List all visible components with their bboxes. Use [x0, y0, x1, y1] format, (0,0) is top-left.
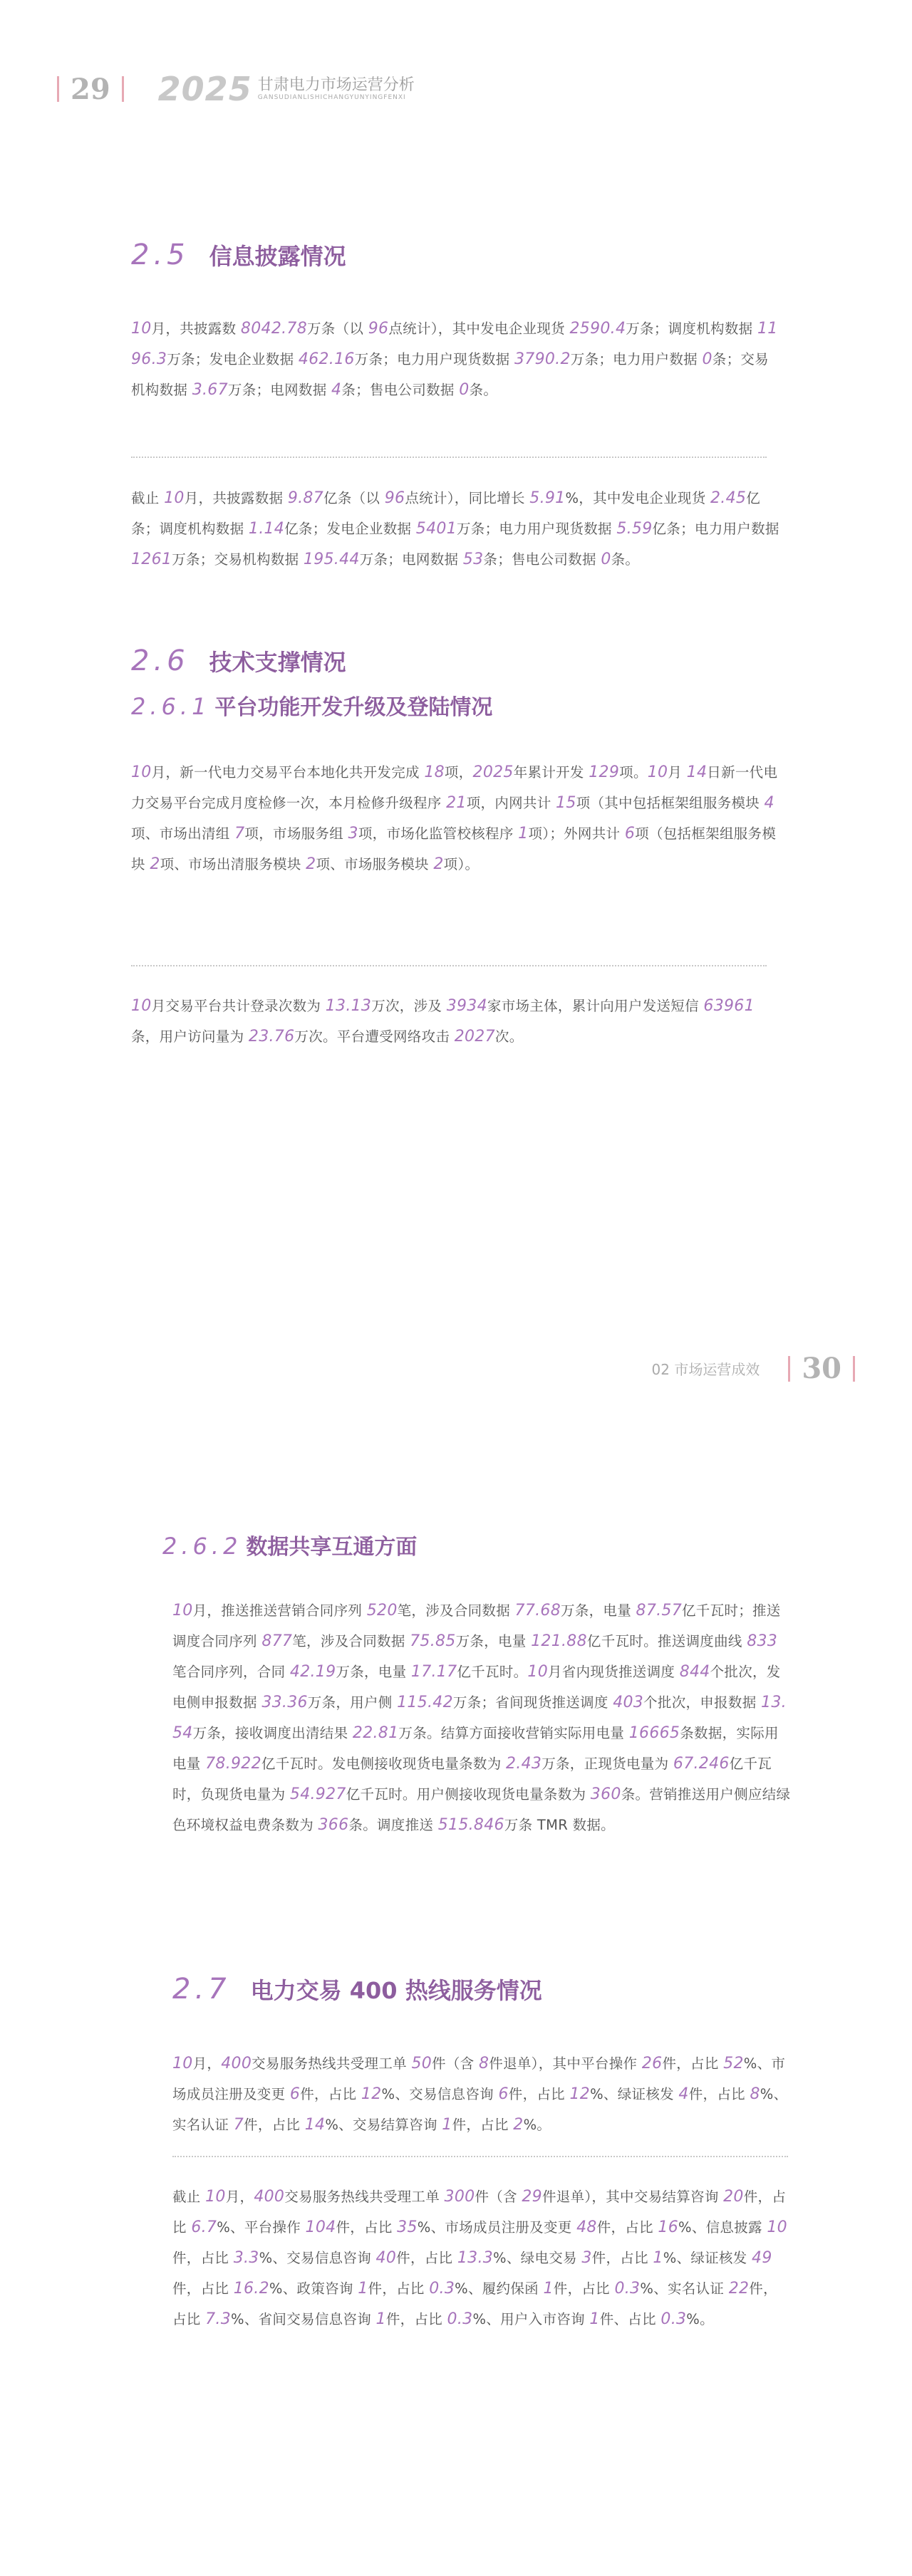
- value-figure: 33.36: [261, 1694, 308, 1711]
- chapter-label: 02 市场运营成效: [651, 1361, 760, 1378]
- value-figure: 877: [261, 1632, 293, 1650]
- header-bar-right: [853, 1356, 855, 1382]
- text-segment: 亿条（以: [323, 490, 385, 506]
- value-figure: 2590.4: [569, 320, 626, 338]
- section-number: 2.6: [131, 645, 190, 677]
- value-figure: 9.87: [287, 489, 324, 507]
- value-figure: 1261: [131, 551, 172, 568]
- text-segment: 条；售电公司数据: [341, 382, 460, 398]
- text-segment: 件，占比: [300, 2086, 361, 2102]
- text-segment: 件，占比: [452, 2117, 514, 2133]
- value-figure: 12: [569, 2085, 591, 2103]
- text-segment: 项）；外网共计: [528, 825, 625, 842]
- text-segment: 项，市场化监管校核程序: [358, 825, 519, 842]
- text-segment: 件，占比: [172, 2250, 234, 2266]
- value-figure: 4: [331, 381, 342, 399]
- text-segment: 件，占比: [596, 2219, 658, 2236]
- value-figure: 53: [462, 551, 484, 568]
- value-figure: 52: [723, 2055, 744, 2072]
- paragraph-hotline-month: [172, 2048, 791, 2140]
- value-figure: 10: [647, 763, 668, 781]
- text-segment: %、用户入市咨询: [472, 2311, 590, 2327]
- text-segment: 万条；发电企业数据: [167, 351, 299, 367]
- text-segment: 条数据，实际用电量: [172, 1725, 779, 1772]
- text-segment: 项（其中包括框架组服务模块: [576, 795, 765, 811]
- value-figure: 3934: [446, 997, 487, 1015]
- divider: [131, 457, 767, 458]
- text-segment: 亿千瓦时；推送调度合同序列: [172, 1602, 781, 1649]
- value-figure: 3790.2: [514, 350, 571, 368]
- paragraph-disclosure-cumulative: [131, 483, 779, 575]
- text-segment: 交易服务热线共受理工单: [252, 2055, 412, 2072]
- text-segment: 件，占比: [172, 2280, 234, 2297]
- text-segment: 条，用户访问量为: [131, 1028, 249, 1045]
- value-figure: 7: [233, 2116, 244, 2134]
- report-year: 2025: [157, 70, 252, 108]
- value-figure: 22: [728, 2280, 750, 2298]
- paragraph-disclosure-month: [131, 313, 779, 405]
- value-figure: 366: [318, 1816, 349, 1834]
- section-2-6-heading: [131, 645, 346, 677]
- text-segment: 条。: [469, 382, 498, 398]
- value-figure: 23.76: [248, 1028, 295, 1045]
- text-segment: 笔，涉及合同数据: [292, 1633, 410, 1649]
- report-title: 甘肃电力市场运营分析: [257, 76, 415, 94]
- text-segment: 件，占比: [368, 2280, 430, 2297]
- value-figure: 21: [446, 794, 467, 812]
- text-segment: 万条 TMR 数据。: [504, 1817, 615, 1833]
- text-segment: 项、市场出清组: [131, 825, 235, 842]
- value-figure: 1: [589, 2310, 600, 2328]
- text-segment: 项，: [444, 764, 473, 781]
- text-segment: 万条。结算方面接收营销实际用电量: [398, 1725, 629, 1741]
- subsection-title: 平台功能开发升级及登陆情况: [214, 695, 493, 720]
- text-segment: %、政策咨询: [269, 2280, 358, 2297]
- value-figure: 1: [653, 2249, 663, 2267]
- page-30: [0, 1288, 912, 2576]
- value-figure: 12: [361, 2085, 382, 2103]
- text-segment: 个批次，申报数据: [643, 1694, 762, 1711]
- text-segment: 笔，涉及合同数据: [397, 1602, 515, 1619]
- value-figure: 0: [601, 551, 611, 568]
- text-segment: 件（含: [475, 2189, 522, 2205]
- text-segment: %、实名认证: [640, 2280, 729, 2297]
- value-figure: 10: [131, 997, 152, 1015]
- value-figure: 48: [576, 2218, 597, 2236]
- text-segment: 万次，涉及: [371, 998, 447, 1014]
- value-figure: 6: [498, 2085, 509, 2103]
- value-figure: 104: [305, 2218, 336, 2236]
- text-segment: 件，占比: [508, 2086, 570, 2102]
- text-segment: 亿千瓦时。用户侧接收现货电量条数为: [346, 1786, 591, 1803]
- text-segment: 万条；电网数据: [359, 551, 463, 568]
- value-figure: 1196.3: [131, 320, 778, 368]
- text-segment: %、平台操作: [217, 2219, 306, 2236]
- value-figure: 54.927: [289, 1785, 346, 1803]
- value-figure: 22.81: [352, 1724, 399, 1742]
- text-segment: 万条，正现货电量为: [542, 1756, 673, 1772]
- subsection-number: 2.6.1: [131, 693, 211, 720]
- value-figure: 195.44: [303, 551, 360, 568]
- value-figure: 6: [289, 2085, 301, 2103]
- text-segment: 条。: [611, 551, 640, 568]
- text-segment: 月，共披露数: [151, 320, 241, 337]
- text-segment: 亿千瓦时。发电侧接收现货电量条数为: [261, 1756, 506, 1772]
- text-segment: 项（包括框架组服务模块: [131, 825, 777, 872]
- text-segment: 项、市场出清服务模块: [160, 856, 306, 872]
- value-figure: 2: [513, 2116, 524, 2134]
- value-figure: 0.3: [429, 2280, 455, 2298]
- text-segment: 项、市场服务模块: [316, 856, 434, 872]
- value-figure: 10: [205, 2188, 226, 2206]
- value-figure: 75.85: [410, 1632, 456, 1650]
- value-figure: 14: [304, 2116, 326, 2134]
- header-bar-left: [57, 76, 59, 102]
- value-figure: 13.54: [172, 1694, 787, 1742]
- text-segment: 年累计开发: [513, 764, 589, 781]
- text-segment: %、交易结算咨询: [325, 2117, 442, 2133]
- value-figure: 16665: [628, 1724, 680, 1742]
- text-segment: 点统计），其中发电企业现货: [388, 320, 570, 337]
- value-figure: 29: [522, 2188, 542, 2206]
- value-figure: 844: [679, 1663, 710, 1681]
- value-figure: 2025: [472, 763, 514, 781]
- text-segment: 点统计），同比增长: [405, 490, 530, 506]
- text-segment: 件，占比: [385, 2311, 447, 2327]
- text-segment: 件、占比: [599, 2311, 661, 2327]
- value-figure: 6.7: [191, 2218, 217, 2236]
- value-figure: 16: [658, 2218, 678, 2236]
- page-header-30: [652, 1352, 855, 1385]
- text-segment: %，其中发电企业现货: [565, 490, 710, 506]
- value-figure: 67.246: [673, 1755, 730, 1773]
- section-2-7-heading: [172, 1973, 542, 2006]
- value-figure: 0: [702, 350, 712, 368]
- value-figure: 0.3: [660, 2310, 687, 2328]
- value-figure: 87.57: [636, 1602, 682, 1620]
- value-figure: 1: [543, 2280, 554, 2298]
- value-figure: 8042.78: [240, 320, 307, 338]
- value-figure: 18: [424, 763, 445, 781]
- text-segment: 条。调度推送: [348, 1817, 438, 1833]
- section-title: 电力交易 400 热线服务情况: [250, 1977, 542, 2004]
- value-figure: 833: [747, 1632, 778, 1650]
- text-segment: %、交易信息咨询: [259, 2250, 376, 2266]
- value-figure: 14: [686, 763, 708, 781]
- paragraph-platform-logins: [131, 991, 779, 1052]
- text-segment: 月，: [192, 2055, 222, 2072]
- text-segment: 项。: [619, 764, 648, 781]
- value-figure: 15: [556, 794, 576, 812]
- text-segment: %、市场成员注册及变更: [417, 2219, 577, 2236]
- value-figure: 17.17: [410, 1663, 457, 1681]
- value-figure: 49: [752, 2249, 772, 2267]
- text-segment: 截止: [172, 2189, 206, 2205]
- text-segment: %、市场成员注册及变更: [172, 2055, 786, 2102]
- value-figure: 42.19: [289, 1663, 336, 1681]
- text-segment: 亿条；调度机构数据: [131, 490, 760, 537]
- text-segment: 万条；电力用户现货数据: [354, 351, 514, 367]
- value-figure: 2: [433, 855, 444, 873]
- text-segment: 日新一代电力交易平台完成月度检修一次，本月检修升级程序: [131, 764, 778, 811]
- text-segment: 条。营销推送用户侧应结绿色环境权益电费条数为: [172, 1786, 791, 1833]
- value-figure: 35: [397, 2218, 418, 2236]
- value-figure: 2027: [454, 1028, 495, 1045]
- value-figure: 7: [234, 825, 245, 843]
- value-figure: 0: [459, 381, 470, 399]
- value-figure: 10: [767, 2218, 787, 2236]
- text-segment: 交易服务热线共受理工单: [284, 2189, 445, 2205]
- text-segment: 万条，接收调度出清结果: [192, 1725, 353, 1741]
- value-figure: 462.16: [298, 350, 355, 368]
- value-figure: 400: [254, 2188, 285, 2206]
- text-segment: 笔合同序列，合同: [172, 1664, 290, 1680]
- text-segment: 件，占比: [396, 2250, 457, 2266]
- page-number: 29: [71, 72, 110, 106]
- value-figure: 50: [411, 2055, 432, 2072]
- paragraph-hotline-cumulative: [172, 2181, 791, 2335]
- section-title: 信息披露情况: [209, 243, 346, 270]
- value-figure: 5401: [415, 520, 457, 538]
- value-figure: 4: [764, 794, 774, 812]
- text-segment: 件，占比: [336, 2219, 398, 2236]
- value-figure: 515.846: [437, 1816, 504, 1834]
- value-figure: 2.43: [506, 1755, 542, 1773]
- value-figure: 360: [590, 1785, 621, 1803]
- value-figure: 26: [641, 2055, 663, 2072]
- text-segment: 月: [668, 764, 687, 781]
- header-bar-left: [788, 1356, 790, 1382]
- text-segment: 万次。平台遭受网络攻击: [294, 1028, 455, 1045]
- value-figure: 3: [348, 825, 358, 843]
- value-figure: 5.59: [616, 520, 653, 538]
- text-segment: 万条；交易机构数据: [172, 551, 304, 568]
- section-2-5-heading: [131, 239, 346, 271]
- value-figure: 2: [150, 855, 160, 873]
- text-segment: 项，内网共计: [466, 795, 556, 811]
- value-figure: 4: [678, 2085, 689, 2103]
- value-figure: 3.67: [192, 381, 228, 399]
- value-figure: 78.922: [205, 1755, 261, 1773]
- text-segment: 件，占比: [688, 2086, 750, 2102]
- text-segment: 项）。: [443, 856, 480, 872]
- value-figure: 10: [131, 763, 152, 781]
- value-figure: 20: [723, 2188, 744, 2206]
- text-segment: 月，新一代电力交易平台本地化共开发完成: [151, 764, 425, 781]
- text-segment: 月，共披露数据: [184, 490, 288, 506]
- page-number: 30: [802, 1352, 841, 1385]
- text-segment: 件，占比: [553, 2280, 615, 2297]
- text-segment: 截止: [131, 490, 165, 506]
- text-segment: 万条；电网数据: [227, 382, 331, 398]
- value-figure: 10: [164, 489, 185, 507]
- value-figure: 96: [368, 320, 389, 338]
- text-segment: 件退单），其中交易结算咨询: [542, 2189, 724, 2205]
- text-segment: 月省内现货推送调度: [548, 1664, 680, 1680]
- value-figure: 5.91: [529, 489, 566, 507]
- value-figure: 7.3: [205, 2310, 231, 2328]
- value-figure: 2.45: [710, 489, 747, 507]
- value-figure: 0.3: [447, 2310, 473, 2328]
- text-segment: %、绿电交易: [493, 2250, 582, 2266]
- value-figure: 1: [518, 825, 529, 843]
- value-figure: 1: [442, 2116, 452, 2134]
- section-number: 2.7: [172, 1973, 231, 2006]
- value-figure: 129: [589, 763, 620, 781]
- text-segment: 件，占比: [172, 2280, 777, 2327]
- value-figure: 520: [366, 1602, 398, 1620]
- text-segment: 条；交易机构数据: [131, 351, 769, 398]
- value-figure: 115.42: [397, 1694, 453, 1711]
- value-figure: 40: [375, 2249, 397, 2267]
- text-segment: 件，占比: [172, 2189, 787, 2236]
- value-figure: 77.68: [514, 1602, 561, 1620]
- text-segment: 件，占比: [662, 2055, 724, 2072]
- divider: [172, 2156, 788, 2157]
- subsection-2-6-1-heading: [131, 689, 492, 721]
- text-segment: %、绿证核发: [590, 2086, 679, 2102]
- value-figure: 63961: [703, 997, 755, 1015]
- text-segment: 亿千瓦时。: [457, 1664, 528, 1680]
- text-segment: 万条；省间现货推送调度: [452, 1694, 613, 1711]
- value-figure: 16.2: [233, 2280, 269, 2298]
- section-title: 技术支撑情况: [209, 649, 346, 676]
- header-bar-right: [122, 76, 124, 102]
- subsection-title: 数据共享互通方面: [246, 1535, 418, 1560]
- text-segment: 万条；电力用户现货数据: [457, 521, 617, 537]
- text-segment: 月，推送推送营销合同序列: [192, 1602, 367, 1619]
- text-segment: %。: [686, 2311, 714, 2327]
- value-figure: 96: [384, 489, 405, 507]
- value-figure: 121.88: [531, 1632, 587, 1650]
- paragraph-data-sharing: [172, 1595, 791, 1840]
- value-figure: 403: [613, 1694, 644, 1711]
- value-figure: 1: [358, 2280, 368, 2298]
- value-figure: 10: [172, 2055, 193, 2072]
- text-segment: 项，市场服务组: [244, 825, 348, 842]
- value-figure: 10: [527, 1663, 548, 1681]
- text-segment: 月交易平台共计登录次数为: [151, 998, 326, 1014]
- text-segment: %、实名认证: [172, 2086, 788, 2133]
- text-segment: 万条，电量: [561, 1602, 636, 1619]
- value-figure: 400: [221, 2055, 252, 2072]
- text-segment: %。: [523, 2117, 551, 2133]
- value-figure: 1: [375, 2310, 386, 2328]
- text-segment: 家市场主体，累计向用户发送短信: [487, 998, 704, 1014]
- value-figure: 2: [306, 855, 316, 873]
- value-figure: 1.14: [248, 520, 285, 538]
- text-segment: 万条；电力用户数据: [570, 351, 703, 367]
- value-figure: 13.13: [325, 997, 372, 1015]
- text-segment: %、履约保函: [455, 2280, 544, 2297]
- value-figure: 8: [750, 2085, 760, 2103]
- subsection-number: 2.6.2: [162, 1533, 242, 1560]
- text-segment: %、绿证核发: [663, 2250, 752, 2266]
- value-figure: 3: [581, 2249, 592, 2267]
- text-segment: 亿千瓦时，负现货电量为: [172, 1756, 772, 1803]
- value-figure: 0.3: [614, 2280, 641, 2298]
- text-segment: 万条，用户侧: [307, 1694, 398, 1711]
- text-segment: %、交易信息咨询: [381, 2086, 499, 2102]
- text-segment: 万条（以: [307, 320, 368, 337]
- subsection-2-6-2-heading: [162, 1529, 417, 1560]
- report-title-pinyin: GANSUDIANLISHICHANGYUNYINGFENXI: [257, 94, 406, 101]
- text-segment: 亿条；发电企业数据: [284, 521, 416, 537]
- text-segment: 条；售电公司数据: [483, 551, 601, 568]
- text-segment: 次。: [494, 1028, 524, 1045]
- text-segment: 亿千瓦时。推送调度曲线: [586, 1633, 747, 1649]
- value-figure: 10: [172, 1602, 193, 1620]
- paragraph-platform-development: [131, 757, 779, 880]
- value-figure: 13.3: [457, 2249, 494, 2267]
- value-figure: 10: [131, 320, 152, 338]
- text-segment: %、信息披露: [678, 2219, 767, 2236]
- text-segment: 万条；调度机构数据: [626, 320, 757, 337]
- text-segment: 万条，电量: [455, 1633, 532, 1649]
- text-segment: %、省间交易信息咨询: [231, 2311, 376, 2327]
- report-title-block: [258, 77, 415, 101]
- value-figure: 8: [478, 2055, 489, 2072]
- page-header: [57, 70, 415, 108]
- value-figure: 3.3: [233, 2249, 259, 2267]
- value-figure: 6: [624, 825, 636, 843]
- section-number: 2.5: [131, 239, 190, 271]
- text-segment: 件退单），其中平台操作: [489, 2055, 642, 2072]
- value-figure: 300: [444, 2188, 475, 2206]
- divider: [131, 965, 767, 966]
- text-segment: 件，占比: [591, 2250, 653, 2266]
- text-segment: 个批次，发电侧申报数据: [172, 1664, 781, 1711]
- text-segment: 件，占比: [244, 2117, 305, 2133]
- text-segment: 件（含: [432, 2055, 479, 2072]
- text-segment: 亿条；电力用户数据: [652, 521, 779, 537]
- text-segment: 月，: [225, 2189, 254, 2205]
- text-segment: 万条，电量: [336, 1664, 411, 1680]
